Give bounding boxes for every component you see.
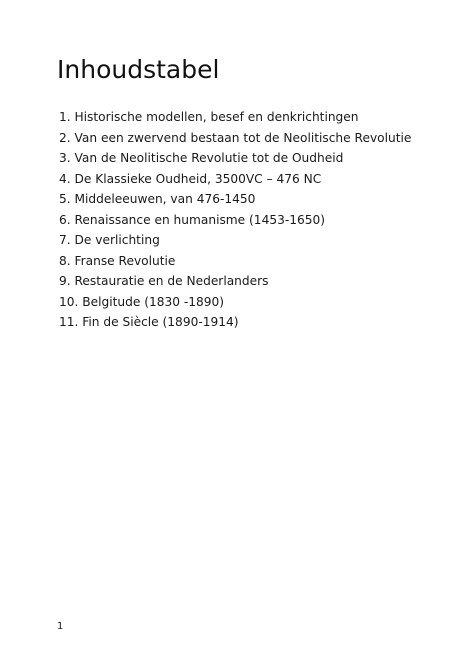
toc-item-5: 5. Middeleeuwen, van 476-1450 [59, 192, 256, 206]
toc-item-7: 7. De verlichting [59, 233, 160, 247]
toc-item-6: 6. Renaissance en humanisme (1453-1650) [59, 212, 325, 227]
toc-item-8: 8. Franse Revolutie [59, 253, 176, 268]
toc-item-1: 1. Historische modellen, besef en denkrichtingen [59, 110, 359, 124]
toc-item-9: 9. Restauratie en de Nederlanders [59, 274, 269, 288]
toc-item-10: 10. Belgitude (1830 -1890) [59, 294, 225, 309]
page-title: Inhoudstabel [57, 55, 220, 84]
toc-item-3: 3. Van de Neolitische Revolutie tot de Oudheid [59, 151, 344, 165]
toc-item-11: 11. Fin de Siècle (1890-1914) [59, 315, 239, 329]
page-number: 1 [57, 621, 64, 632]
toc-item-4: 4. De Klassieke Oudheid, 3500VC – 476 NC [59, 171, 322, 186]
toc-item-2: 2. Van een zwervend bestaan tot de Neolitische Revolutie [59, 130, 412, 145]
table-of-contents [59, 107, 411, 333]
